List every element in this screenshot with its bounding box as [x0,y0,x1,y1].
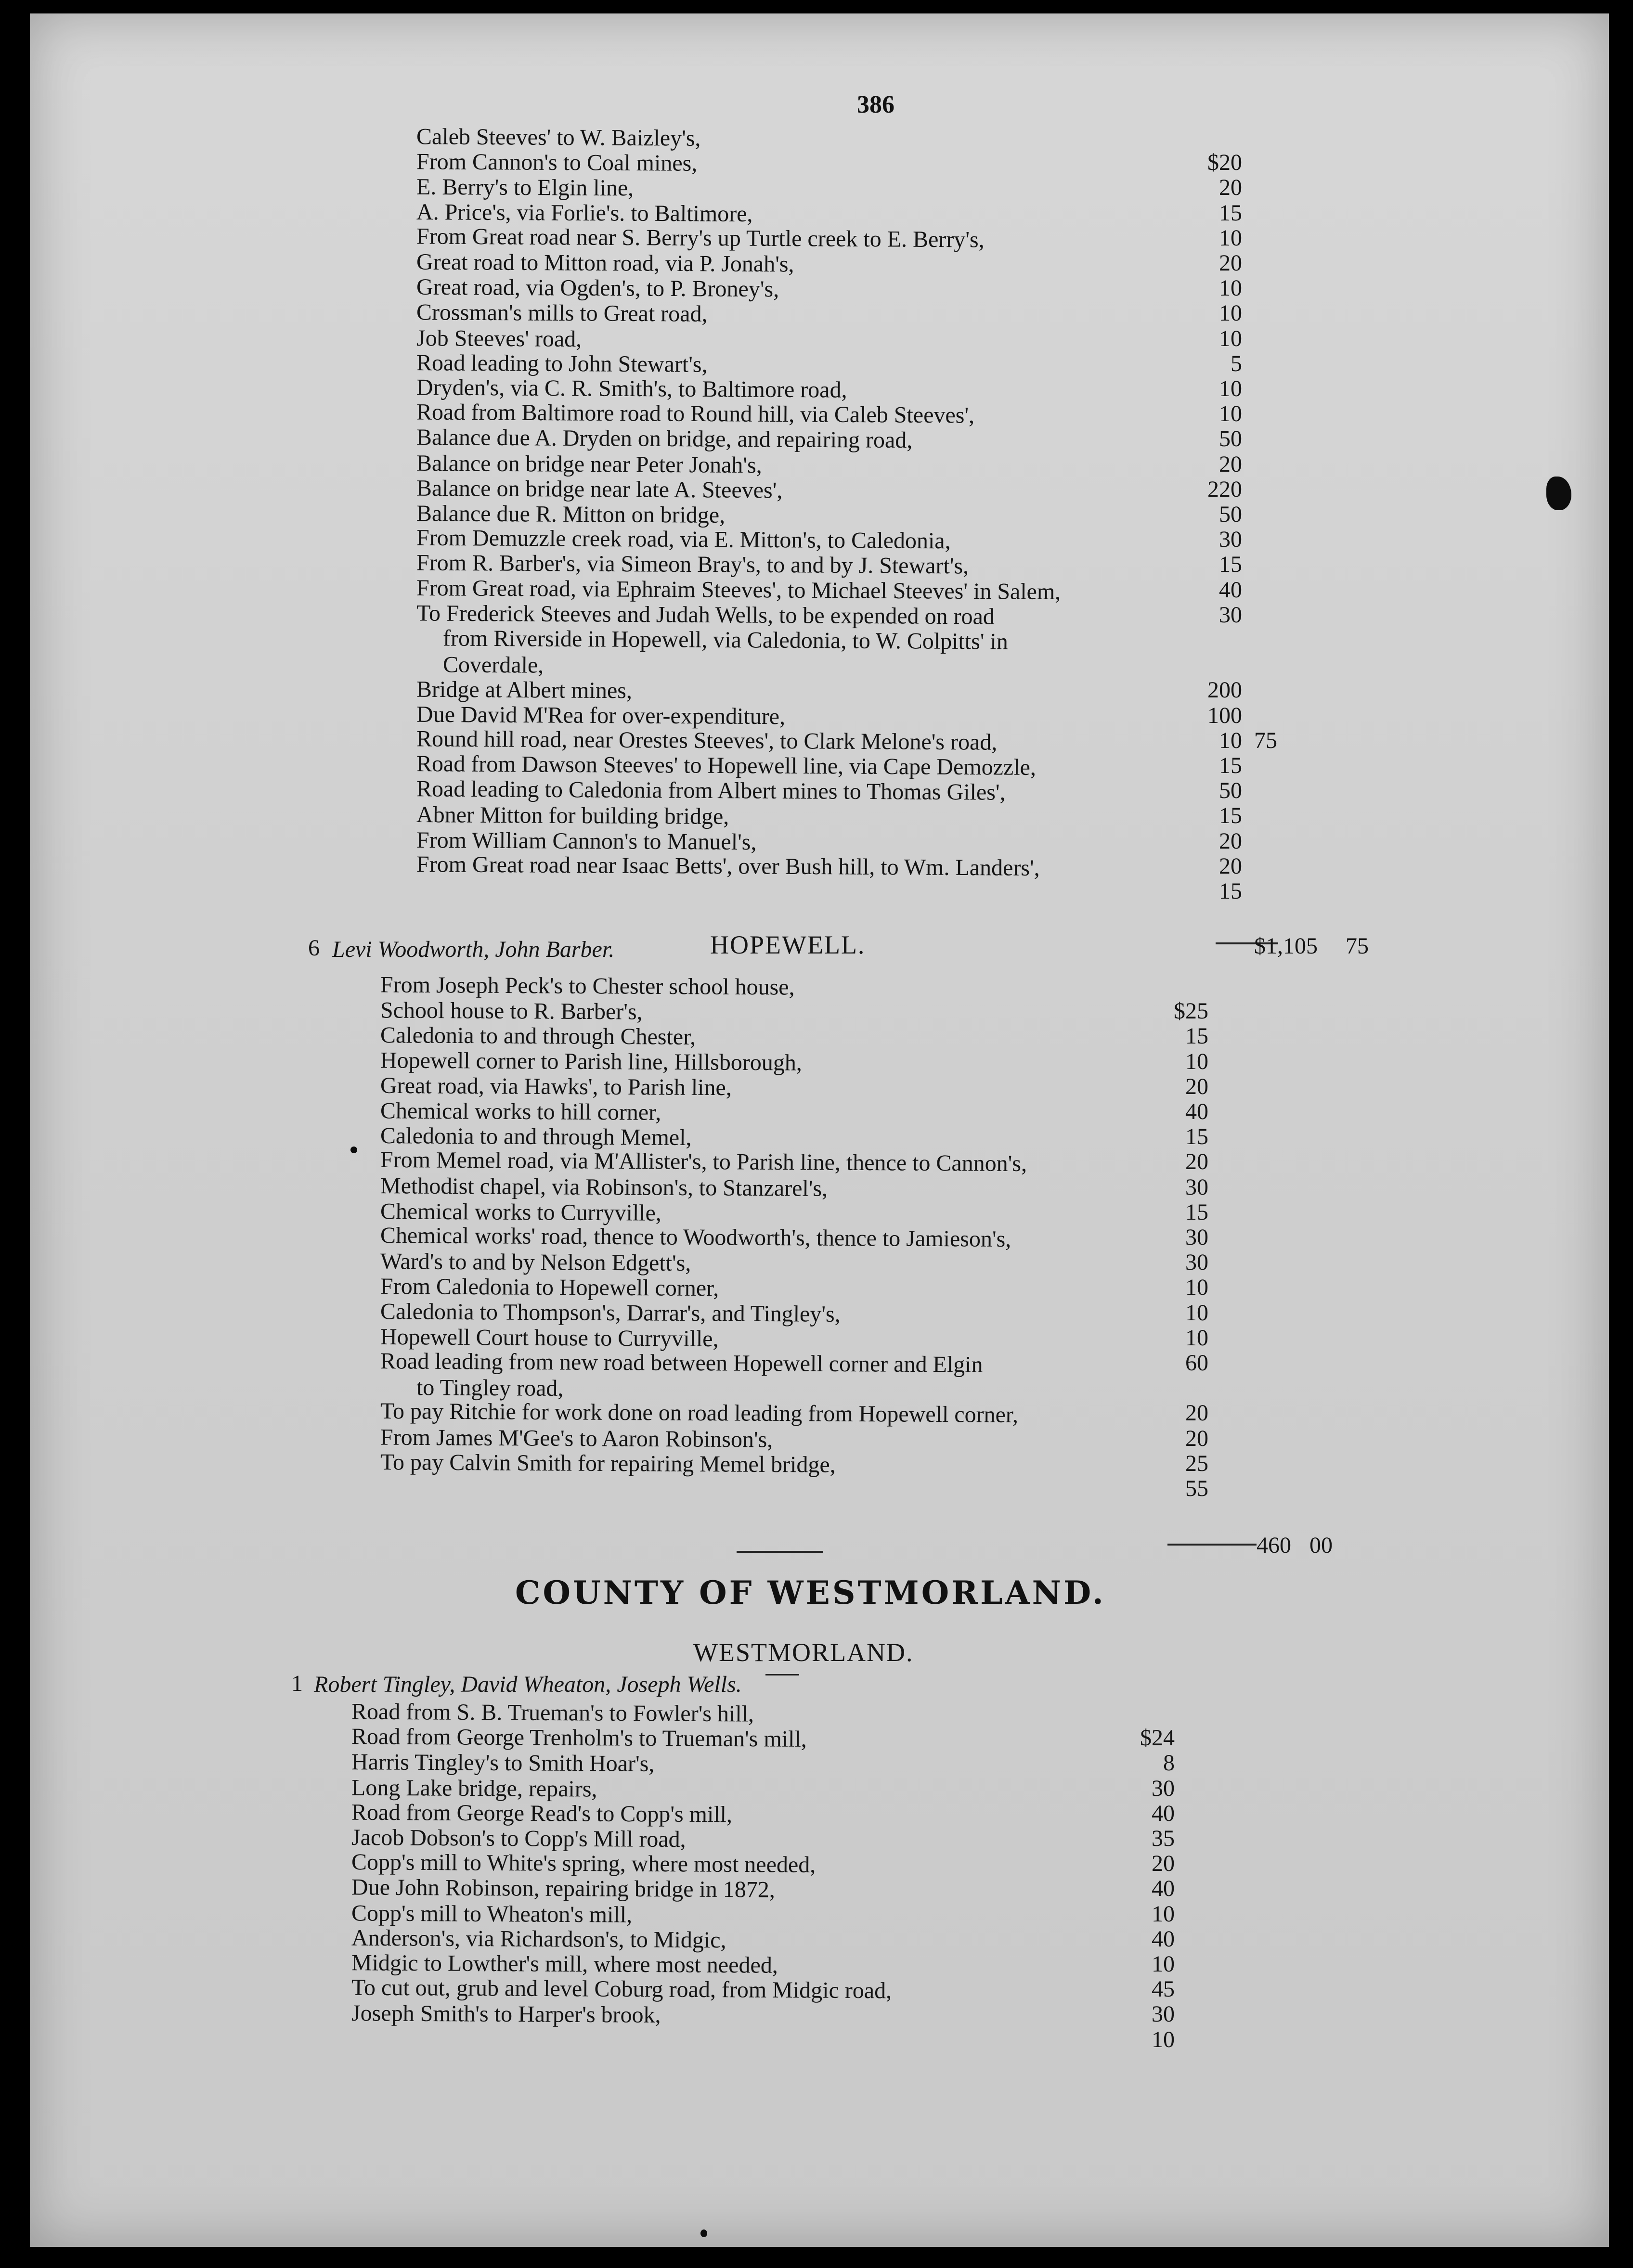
appropriation-amount: 30 [1185,1224,1208,1250]
appropriation-amount: 20 [1185,1400,1208,1426]
appropriation-amount: 15 [1219,803,1242,829]
appropriation-amount: 30 [1185,1174,1208,1200]
appropriation-amount: 20 [1152,1851,1175,1877]
road-description: From Cannon's to Coal mines, [416,149,698,176]
appropriation-amount: 10 [1185,1048,1208,1074]
table-row [0,851,1633,881]
table-row [0,1874,1633,1903]
table-row [0,1147,1633,1177]
road-description: From William Cannon's to Manuel's, [416,827,757,855]
road-description: From Great road, via Ephraim Steeves', to Michael Steeves' in Salem, [416,575,1061,605]
table-row [0,2000,1633,2028]
appropriation-amount: 50 [1219,426,1242,452]
table-row [0,1724,1633,1753]
road-description: Round hill road, near Orestes Steeves', to Clark Melone's road, [416,726,998,755]
appropriation-amount: 30 [1219,527,1242,553]
road-description: Road from S. B. Trueman's to Fowler's hill, [351,1699,754,1727]
road-description: Road from Dawson Steeves' to Hopewell line, via Cape Demozzle, [416,751,1037,780]
county-heading: COUNTY OF WESTMORLAND. [515,1574,1106,1611]
table-row [0,600,1633,630]
appropriation-amount: 10 [1219,300,1242,326]
appropriation-amount: 50 [1219,502,1242,527]
table-row [0,1047,1633,1076]
section-total: $1,105 [1254,933,1318,959]
hopewell-district-number: 6 [308,935,320,961]
appropriation-amount: 25 [1185,1450,1208,1476]
table-row [0,1701,1633,1725]
road-description: Methodist chapel, via Robinson's, to Stanzarel's, [380,1173,828,1201]
table-row [0,1950,1633,1978]
table-row [0,1424,1633,1453]
road-description: Anderson's, via Richardson's, to Midgic, [351,1925,726,1953]
road-description: To Frederick Steeves and Judah Wells, to be expended on road [416,600,995,630]
appropriation-amount: 40 [1219,577,1242,603]
appropriation-amount: 40 [1152,1926,1175,1952]
table-row [0,550,1633,579]
table-row [0,776,1633,805]
appropriation-amount: 20 [1219,175,1242,201]
ink-speck [350,1147,357,1153]
road-description: School house to R. Barber's, [380,997,643,1025]
appropriation-amount: $25 [1174,998,1208,1024]
road-description: Chemical works to Curryville, [380,1198,662,1226]
road-description: Road leading to Caledonia from Albert mines to Thomas Giles', [416,776,1006,805]
table-row [0,1777,1633,1800]
road-description: Copp's mill to White's spring, where most needed, [351,1849,816,1878]
appropriation-amount: 30 [1185,1250,1208,1276]
table-row [0,1173,1633,1201]
road-description: Crossman's mills to Great road, [416,299,708,327]
road-description: Bridge at Albert mines, [416,677,633,704]
road-description: Midgic to Lowther's mill, where most needed, [351,1950,778,1978]
road-description: Balance due A. Dryden on bridge, and repairing road, [416,425,913,453]
table-row [0,679,1633,702]
table-row [0,475,1633,503]
table-row [0,880,1633,903]
section-total-cents: 00 [1309,1533,1333,1558]
appropriation-amount: 10 [1219,275,1242,301]
table-row [0,327,1633,350]
section-total: 460 [1257,1533,1291,1558]
road-description: Great road, via Hawks', to Parish line, [380,1072,732,1101]
table-row [0,1100,1633,1123]
road-description: Great road, via Ogden's, to P. Broney's, [416,274,779,302]
appropriation-amount: 35 [1152,1826,1175,1851]
road-description: Chemical works to hill corner, [380,1098,661,1125]
road-description: Chemical works' road, thence to Woodworth's, thence to Jamieson's, [380,1222,1011,1252]
appropriation-amount: 10 [1219,376,1242,401]
table-row [0,1377,1633,1400]
road-description: Balance on bridge near late A. Steeves', [416,475,783,503]
road-description: Job Steeves' road, [416,325,582,352]
table-row [0,374,1633,403]
table-row [0,1324,1633,1352]
road-description: From R. Barber's, via Simeon Bray's, to and by J. Stewart's, [416,550,969,579]
road-description: A. Price's, via Forlie's. to Baltimore, [416,199,753,227]
appropriation-amount: 40 [1152,1800,1175,1826]
appropriation-amount: 45 [1152,1976,1175,2002]
table-row [0,1251,1633,1274]
appropriation-cents: 75 [1254,727,1277,753]
road-description: Caledonia to and through Chester, [380,1022,696,1050]
appropriation-amount: 10 [1185,1275,1208,1301]
table-row [0,349,1633,377]
road-description: from Riverside in Hopewell, via Caledonia, to W. Colpitts' in [442,625,1008,655]
table-row [0,997,1633,1025]
ink-speck [700,2229,707,2237]
appropriation-amount: 15 [1185,1199,1208,1225]
appropriation-amount: 30 [1152,2001,1175,2027]
table-row [0,802,1633,830]
appropriation-amount: 15 [1185,1023,1208,1049]
road-description: From Caledonia to Hopewell corner, [380,1274,719,1302]
table-row [0,2028,1633,2051]
appropriation-amount: 40 [1185,1099,1208,1124]
appropriation-amount: 20 [1185,1073,1208,1099]
road-description: Road leading from new road between Hopewell corner and Elgin [380,1348,983,1378]
road-description: Hopewell corner to Parish line, Hillsborough, [380,1047,803,1076]
road-description: To cut out, grub and level Coburg road, from Midgic road, [351,1974,892,2004]
appropriation-amount: 220 [1207,476,1242,502]
appropriation-amount: 8 [1163,1750,1175,1776]
table-row [0,1449,1633,1478]
appropriation-amount: 10 [1219,225,1242,251]
road-description: From Demuzzle creek road, via E. Mitton's, to Caledonia, [416,525,951,554]
appropriation-amount: 10 [1185,1325,1208,1351]
appropriation-amount: 20 [1185,1149,1208,1175]
appropriation-amount: 15 [1185,1124,1208,1150]
road-description: Caleb Steeves' to W. Baizley's, [416,124,701,151]
road-description: To pay Ritchie for work done on road leading from Hopewell corner, [380,1398,1019,1428]
appropriation-amount: 55 [1185,1476,1208,1501]
table-row [0,399,1633,428]
road-description: Joseph Smith's to Harper's brook, [351,2000,661,2028]
table-row [0,1072,1633,1101]
road-description: From Memel road, via M'Allister's, to Parish line, thence to Cannon's, [380,1147,1027,1177]
appropriation-amount: 20 [1185,1425,1208,1451]
appropriation-amount: 15 [1219,878,1242,904]
table-row [0,1900,1633,1928]
table-row [0,176,1633,199]
appropriation-amount: $24 [1140,1725,1175,1751]
appropriation-amount: 20 [1219,451,1242,477]
table-row [0,450,1633,478]
appropriation-amount: 30 [1152,1775,1175,1801]
appropriation-amount: $20 [1207,150,1242,176]
westmorland-commissioners: Robert Tingley, David Wheaton, Joseph Wells. [314,1672,742,1697]
appropriation-amount: 10 [1152,2026,1175,2052]
westmorland-district-number: 1 [291,1671,303,1696]
appropriation-amount: 15 [1219,200,1242,226]
appropriation-amount: 5 [1231,350,1242,376]
table-row [0,1222,1633,1252]
appropriation-amount: 20 [1219,250,1242,276]
section-divider [737,1551,823,1553]
road-description: Copp's mill to Wheaton's mill, [351,1900,633,1928]
westmorland-heading: WESTMORLAND. [693,1638,914,1667]
appropriation-amount: 20 [1219,828,1242,854]
appropriation-amount: 100 [1207,702,1242,728]
total-rule [1167,1544,1257,1546]
table-row [0,972,1633,1000]
appropriation-amount: 200 [1207,677,1242,703]
table-row [0,249,1633,277]
road-description: E. Berry's to Elgin line, [416,174,634,201]
appropriation-amount: 10 [1185,1300,1208,1326]
road-description: Due John Robinson, repairing bridge in 1872, [351,1874,776,1903]
appropriation-amount: 10 [1219,401,1242,427]
appropriation-amount: 60 [1185,1350,1208,1376]
table-row [0,126,1633,149]
road-description: Due David M'Rea for over-expenditure, [416,701,786,729]
table-row [0,575,1633,605]
appropriation-amount: 20 [1219,853,1242,879]
road-description: Great road to Mitton road, via P. Jonah's, [416,249,794,277]
table-row [0,1799,1633,1828]
appropriation-amount: 15 [1219,552,1242,578]
road-description: Balance on bridge near Peter Jonah's, [416,450,762,478]
table-row [0,827,1633,855]
table-row [0,1348,1633,1378]
road-description: Coverdale, [442,652,544,678]
hopewell-commissioners: Levi Woodworth, John Barber. [332,937,615,962]
road-description: Road from George Read's to Copp's mill, [351,1799,733,1828]
road-description: Abner Mitton for building bridge, [416,802,729,830]
road-description: To pay Calvin Smith for repairing Memel bridge, [380,1449,836,1478]
table-row [0,199,1633,227]
road-description: Road from Baltimore road to Round hill, via Caleb Steeves', [416,399,975,428]
road-description: From Joseph Peck's to Chester school house, [380,972,795,1000]
table-row [0,1198,1633,1226]
table-row [0,1749,1633,1777]
table-row [0,1123,1633,1151]
table-row [0,726,1633,755]
road-description: Ward's to and by Nelson Edgett's, [380,1249,691,1276]
page-number: 386 [857,91,894,118]
road-description: Road leading to John Stewart's, [416,349,708,377]
table-row [0,1398,1633,1428]
table-row [0,427,1633,451]
appropriation-amount: 10 [1219,727,1242,753]
table-row [0,1974,1633,2004]
table-row [0,701,1633,729]
appropriation-amount: 10 [1152,1951,1175,1977]
road-description: From Great road near S. Berry's up Turtle creek to E. Berry's, [416,223,985,253]
road-description: Jacob Dobson's to Copp's Mill road, [351,1824,686,1853]
road-description: Balance due R. Mitton on bridge, [416,501,726,528]
table-row [0,1477,1633,1500]
table-row [0,654,1633,677]
table-row [0,1298,1633,1327]
appropriation-amount: 10 [1152,1901,1175,1927]
appropriation-amount: 40 [1152,1876,1175,1902]
table-row [0,274,1633,302]
table-row [0,503,1633,526]
table-row [0,525,1633,554]
section-total-cents: 75 [1346,933,1369,959]
road-description: Caledonia to and through Memel, [380,1123,692,1151]
table-row [0,299,1633,327]
appropriation-amount: 50 [1219,778,1242,804]
table-row [0,1274,1633,1302]
road-description: Harris Tingley's to Smith Hoar's, [351,1749,655,1777]
road-description: Hopewell Court house to Curryville, [380,1324,719,1352]
table-row [0,223,1633,253]
road-description: Dryden's, via C. R. Smith's, to Baltimore road, [416,374,847,403]
appropriation-amount: 15 [1219,753,1242,778]
table-row [0,1849,1633,1878]
table-row [0,751,1633,780]
table-row [0,625,1633,655]
hopewell-heading: HOPEWELL. [710,930,866,959]
heading-underline [765,1674,799,1675]
table-row [0,1925,1633,1953]
table-row [0,151,1633,174]
road-description: From James M'Gee's to Aaron Robinson's, [380,1424,773,1453]
road-description: Caledonia to Thompson's, Darrar's, and Tingley's, [380,1298,841,1327]
appropriation-amount: 30 [1219,602,1242,628]
road-description: Road from George Trenholm's to Trueman's mill, [351,1724,807,1753]
appropriation-amount: 10 [1219,325,1242,351]
road-description: From Great road near Isaac Betts', over Bush hill, to Wm. Landers', [416,851,1040,881]
table-row [0,1824,1633,1853]
table-row [0,1022,1633,1050]
road-description: Long Lake bridge, repairs, [351,1775,597,1802]
road-description: to Tingley road, [416,1375,564,1402]
